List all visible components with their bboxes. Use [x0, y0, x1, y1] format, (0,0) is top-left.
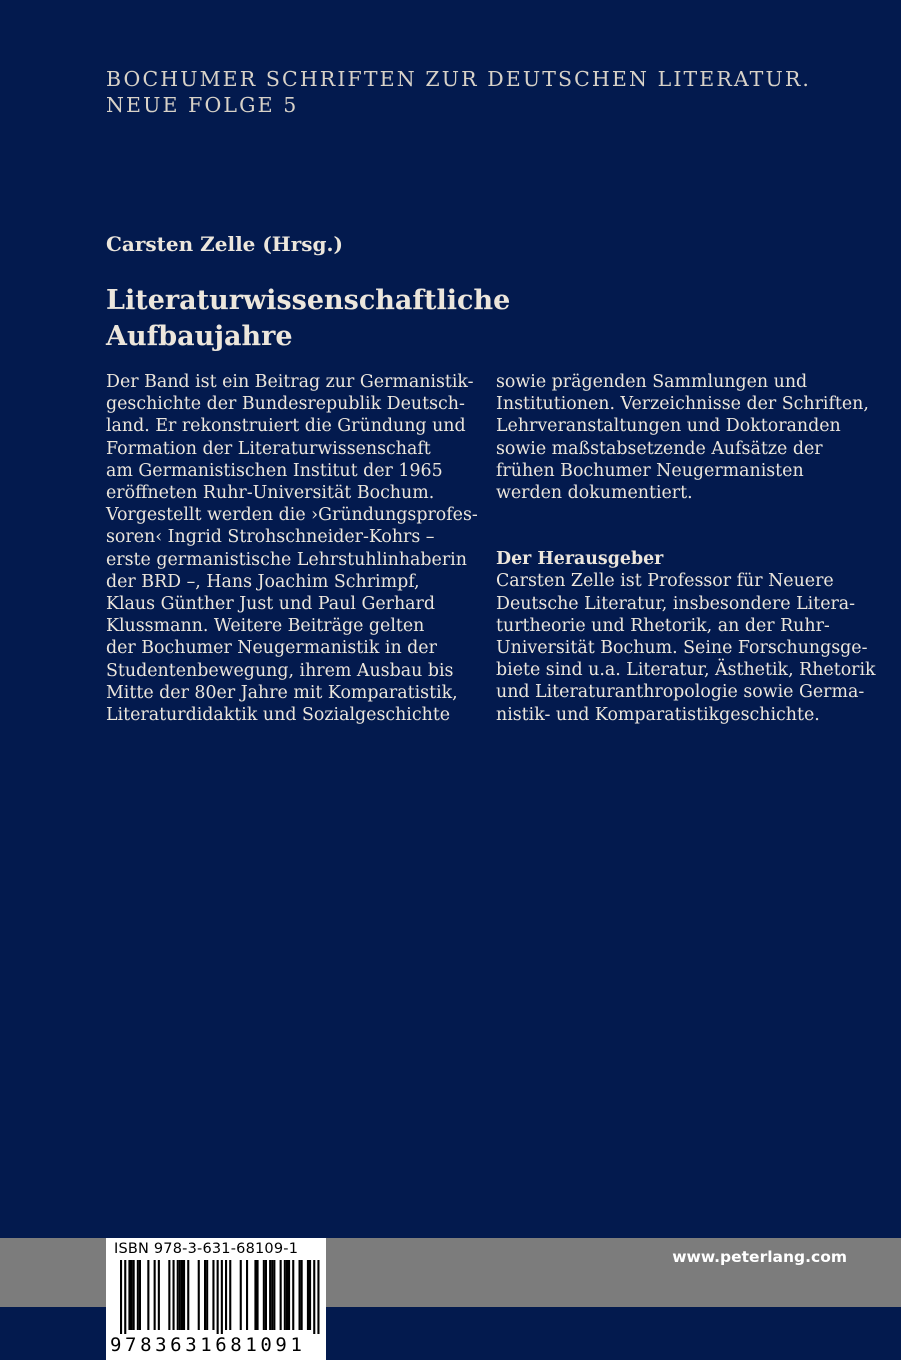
- barcode-bars: [106, 1260, 326, 1334]
- editor-name: Carsten Zelle (Hrsg.): [106, 232, 343, 256]
- barcode-bar: [263, 1260, 265, 1330]
- barcode-bar: [147, 1260, 149, 1330]
- about-editor-line: turtheorie und Rhetorik, an der Ruhr-: [496, 615, 830, 636]
- series-line-1: BOCHUMER SCHRIFTEN ZUR DEUTSCHEN LITERATUR.: [106, 67, 811, 91]
- barcode-bar: [217, 1260, 219, 1334]
- barcode-bar: [212, 1260, 214, 1330]
- barcode-bar: [265, 1260, 267, 1330]
- barcode-bar: [254, 1260, 256, 1330]
- barcode-bar: [139, 1260, 141, 1330]
- barcode-bar: [292, 1260, 294, 1330]
- barcode-bar: [204, 1260, 206, 1330]
- barcode-bar: [187, 1260, 189, 1330]
- barcode-bar: [317, 1260, 319, 1334]
- about-editor-line: Carsten Zelle ist Professor für Neuere: [496, 571, 834, 592]
- about-editor-line: Universität Bochum. Seine Forschungsge-: [496, 638, 868, 659]
- description-line: Klussmann. Weitere Beiträge gelten: [106, 616, 425, 637]
- barcode-bar: [137, 1260, 139, 1330]
- description-line: Klaus Günther Just und Paul Gerhard: [106, 594, 435, 615]
- barcode-bar: [154, 1260, 156, 1330]
- description-line: der Bochumer Neugermanistik in der: [106, 638, 437, 659]
- description-line: soren‹ Ingrid Strohschneider-Kohrs –: [106, 527, 435, 548]
- description-line: Der Band ist ein Beitrag zur Germanistik-: [106, 372, 474, 392]
- barcode-bar: [273, 1260, 275, 1330]
- about-editor-line: nistik- und Komparatistikgeschichte.: [496, 704, 820, 725]
- barcode-bar: [128, 1260, 130, 1330]
- description-line: erste germanistische Lehrstuhlinhaberin: [106, 549, 467, 570]
- description-line: Institutionen. Verzeichnisse der Schriften,: [496, 394, 869, 415]
- barcode-bar: [240, 1260, 242, 1330]
- barcode-bar: [299, 1260, 301, 1330]
- barcode-bar: [181, 1260, 183, 1330]
- barcode-bar: [173, 1260, 175, 1330]
- barcode-bar: [158, 1260, 160, 1330]
- barcode-bar: [198, 1260, 200, 1330]
- publisher-website: www.peterlang.com: [672, 1248, 847, 1266]
- about-editor-line: biete sind u.a. Literatur, Ästhetik, Rhetorik: [496, 660, 876, 681]
- isbn-barcode: [106, 1238, 326, 1360]
- barcode-bar: [206, 1260, 208, 1330]
- description-line: Literaturdidaktik und Sozialgeschichte: [106, 705, 451, 726]
- barcode-bar: [179, 1260, 181, 1330]
- description-line: werden dokumentiert.: [496, 483, 693, 504]
- title-line-2: Aufbaujahre: [106, 321, 293, 352]
- about-editor-line: Deutsche Literatur, insbesondere Litera-: [496, 593, 856, 614]
- barcode-bar: [309, 1260, 311, 1330]
- barcode-bar: [131, 1260, 133, 1330]
- barcode-bar: [177, 1260, 179, 1330]
- description-line: Vorgestellt werden die ›Gründungsprofes-: [106, 505, 478, 526]
- barcode-bar: [307, 1260, 309, 1330]
- title-line-1: Literaturwissenschaftliche: [106, 285, 511, 316]
- description-line: frühen Bochumer Neugermanisten: [496, 460, 804, 481]
- about-editor-heading: Der Herausgeber: [496, 549, 664, 570]
- barcode-bar: [246, 1260, 248, 1330]
- description-line: am Germanistischen Institut der 1965: [106, 460, 443, 481]
- description-line: geschichte der Bundesrepublik Deutsch-: [106, 394, 465, 415]
- barcode-bar: [257, 1260, 259, 1330]
- series-title: [106, 66, 811, 118]
- barcode-bar: [120, 1260, 122, 1334]
- barcode-bar: [133, 1260, 135, 1330]
- description-column-right: [496, 371, 876, 726]
- description-line: Formation der Literaturwissenschaft: [106, 438, 431, 459]
- barcode-bar: [124, 1260, 126, 1334]
- isbn-number: ISBN 978-3-631-68109-1: [114, 1241, 299, 1257]
- barcode-bar: [221, 1260, 223, 1334]
- description-line: land. Er rekonstruiert die Gründung und: [106, 416, 466, 437]
- barcode-bar: [280, 1260, 282, 1330]
- barcode-bar: [225, 1260, 227, 1330]
- description-column-left: [106, 371, 476, 726]
- series-line-2: NEUE FOLGE 5: [106, 93, 299, 117]
- description-line: sowie maßstabsetzende Aufsätze der: [496, 438, 823, 459]
- barcode-digits: 9783631681091: [110, 1334, 306, 1356]
- description-line: Studentenbewegung, ihrem Ausbau bis: [106, 660, 454, 681]
- barcode-bar: [271, 1260, 273, 1330]
- book-title: [106, 283, 510, 355]
- about-editor-line: und Literaturanthropologie sowie Germa-: [496, 682, 865, 703]
- barcode-bar: [313, 1260, 315, 1334]
- barcode-bar: [301, 1260, 303, 1330]
- description-line: eröffneten Ruhr-Universität Bochum.: [106, 483, 435, 504]
- barcode-bar: [286, 1260, 288, 1330]
- barcode-bar: [183, 1260, 185, 1330]
- barcode-bar: [269, 1260, 271, 1330]
- barcode-bar: [288, 1260, 290, 1330]
- barcode-bar: [284, 1260, 286, 1330]
- barcode-bar: [168, 1260, 170, 1330]
- description-line: sowie prägenden Sammlungen und: [496, 372, 808, 392]
- description-line: der BRD –, Hans Joachim Schrimpf,: [106, 571, 420, 592]
- description-line: Mitte der 80er Jahre mit Komparatistik,: [106, 682, 458, 703]
- barcode-bar: [229, 1260, 231, 1330]
- description-line: Lehrveranstaltungen und Doktoranden: [496, 416, 841, 437]
